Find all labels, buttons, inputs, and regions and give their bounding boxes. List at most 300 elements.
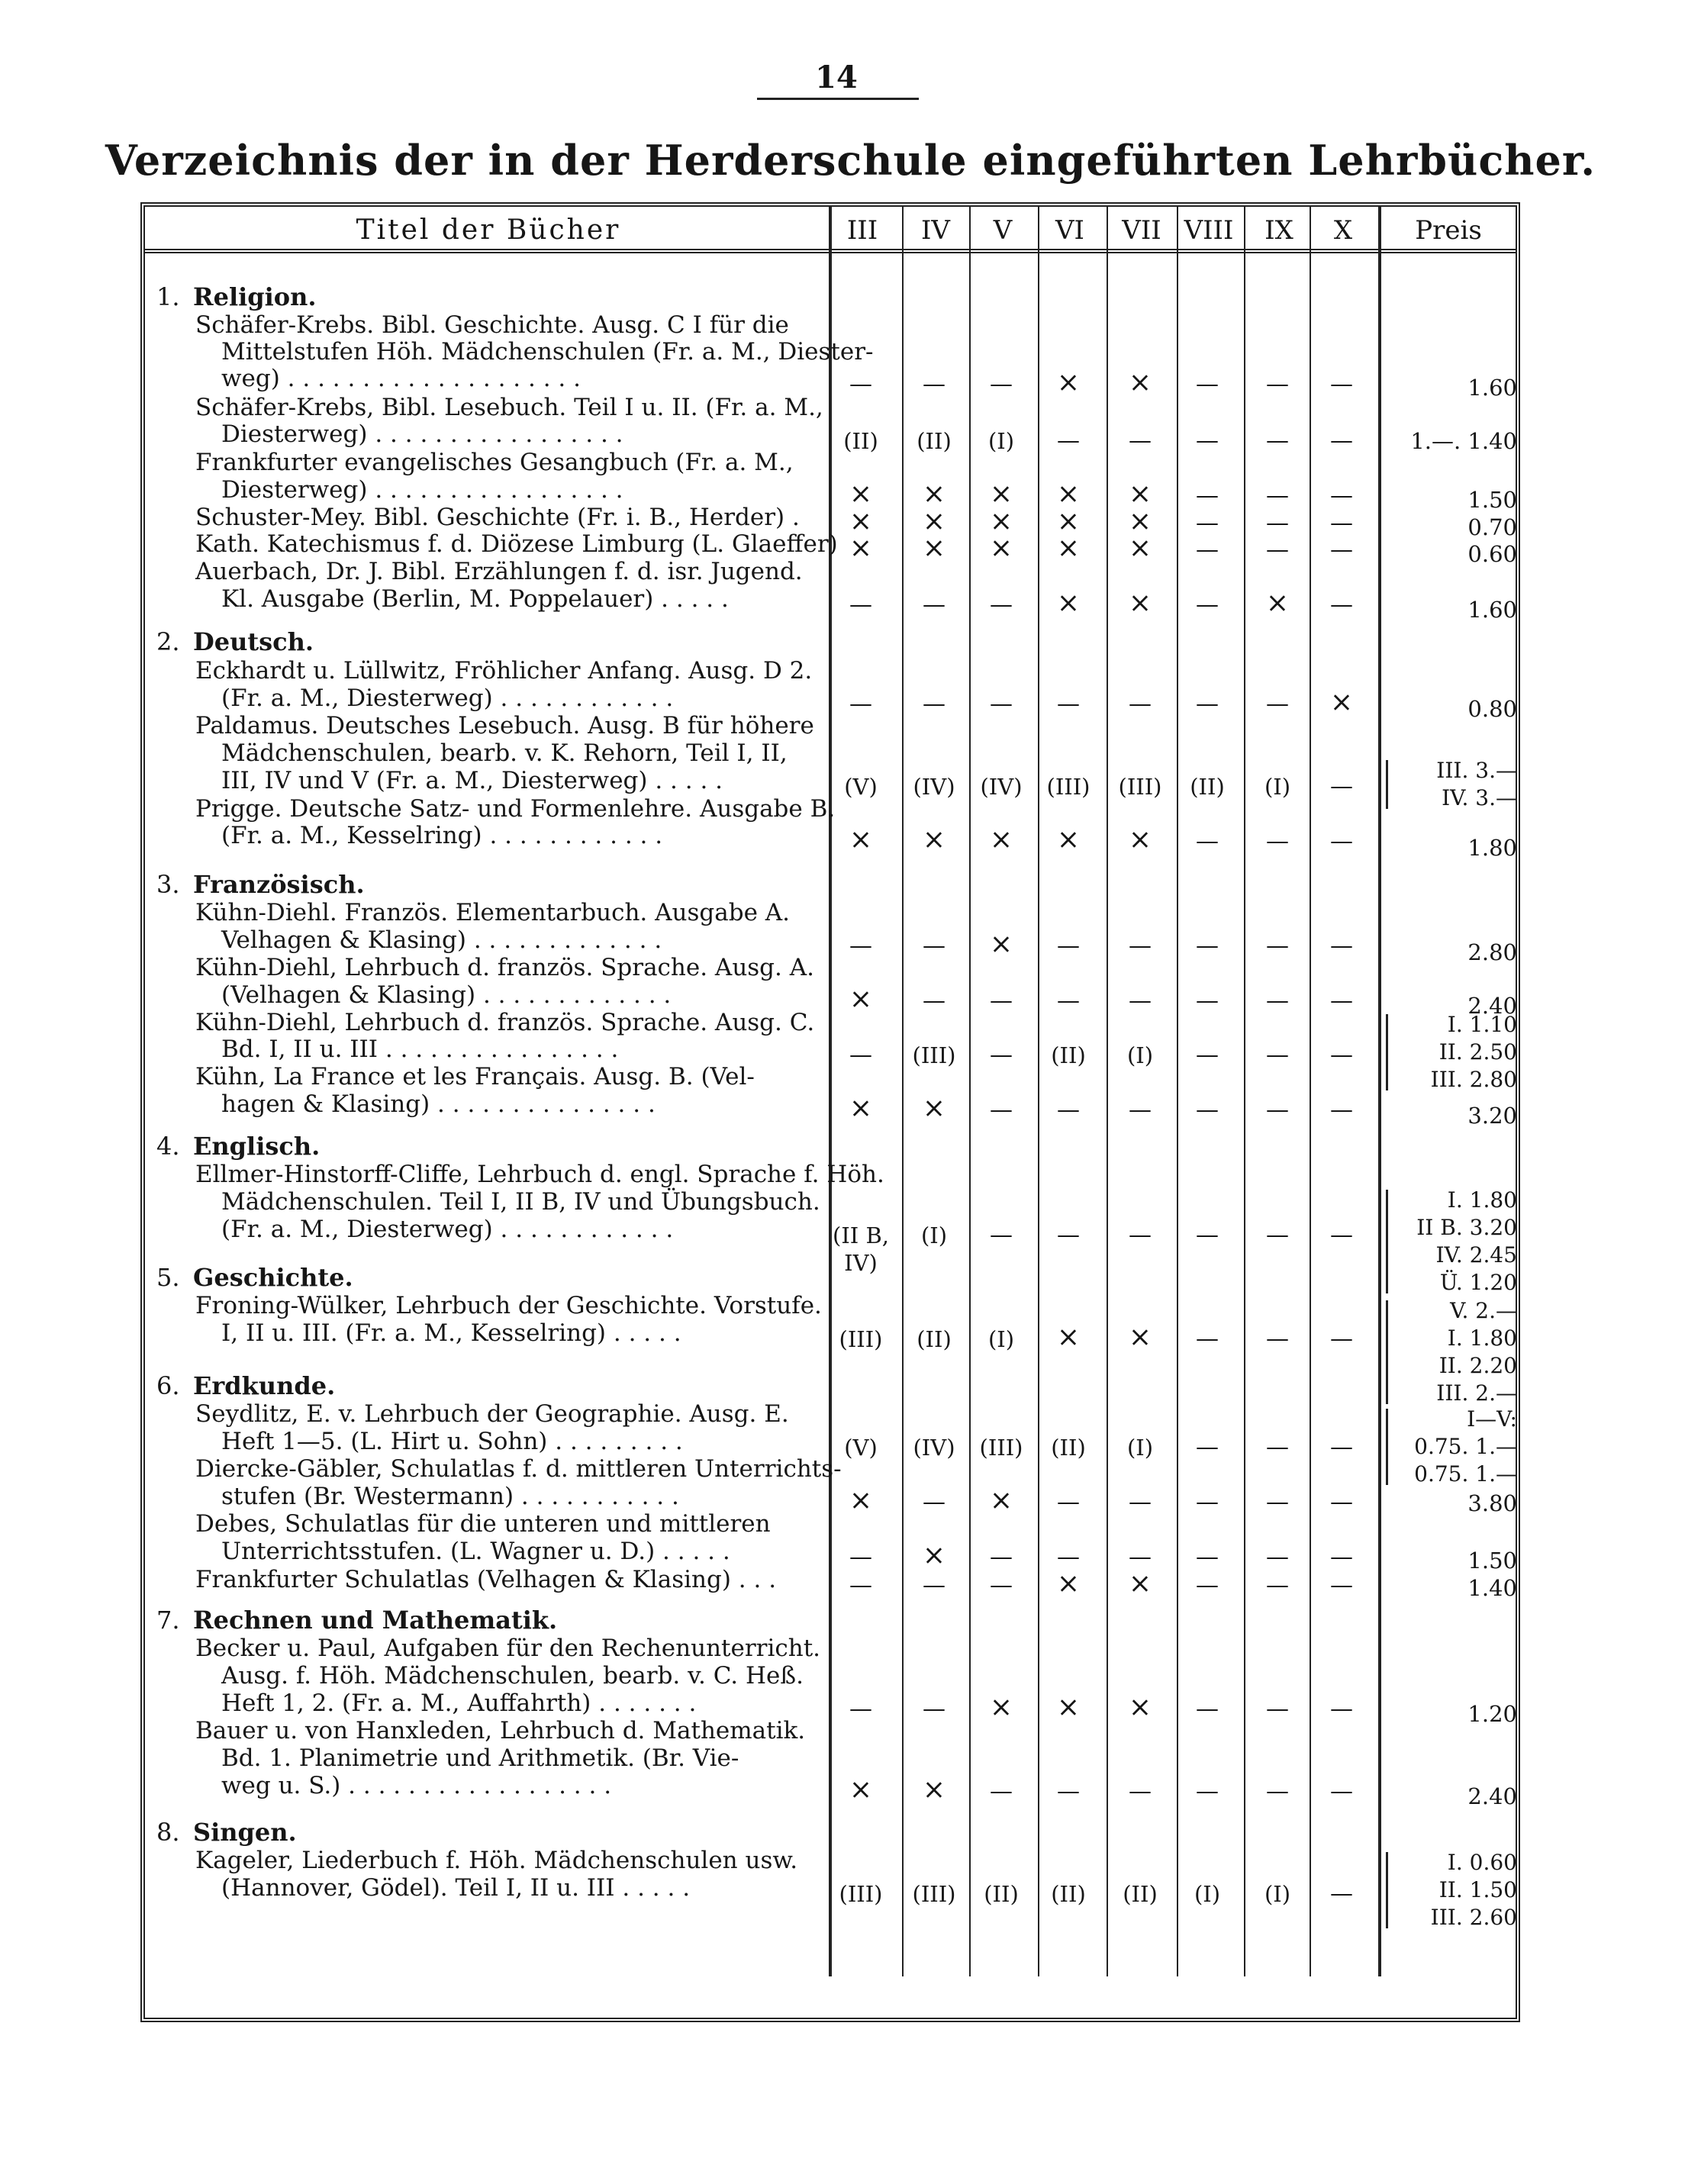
class-mark: × — [989, 929, 1013, 960]
class-mark: — — [849, 691, 872, 717]
book-title-line: I, II u. III. (Fr. a. M., Kesselring) . . . . . — [221, 1319, 681, 1347]
class-mark: (II) — [1051, 1042, 1086, 1068]
class-mark: — — [1196, 510, 1219, 536]
class-mark: — — [1330, 482, 1353, 509]
book-title-line: Kühn-Diehl, Lehrbuch d. französ. Sprache. Ausg. C. — [195, 1009, 815, 1036]
price-group-value: III. 3.— — [1436, 758, 1517, 783]
class-mark: — — [849, 371, 872, 398]
book-title-line: Heft 1—5. (L. Hirt u. Sohn) . . . . . . . . . — [221, 1428, 683, 1455]
class-mark: × — [1265, 588, 1290, 619]
price-group — [1381, 1011, 1517, 1094]
class-mark: (V) — [844, 774, 878, 800]
class-mark: — — [1330, 1097, 1353, 1123]
class-mark: — — [1330, 987, 1353, 1014]
class-mark: — — [1057, 1097, 1080, 1123]
class-mark: — — [1266, 933, 1289, 959]
class-mark: (I) — [1194, 1881, 1221, 1907]
class-mark: — — [1330, 933, 1353, 959]
class-mark: — — [1196, 1097, 1219, 1123]
class-mark: × — [1128, 367, 1152, 398]
class-mark: (I) — [987, 428, 1015, 454]
page-number-rule — [757, 98, 919, 100]
class-mark: × — [1056, 1322, 1081, 1353]
price-group-value: I. 1.80 — [1447, 1326, 1517, 1351]
class-mark: — — [1196, 482, 1219, 509]
class-mark: — — [990, 987, 1013, 1014]
class-mark: — — [1196, 1489, 1219, 1516]
book-title-line: Diesterweg) . . . . . . . . . . . . . . . . . — [221, 476, 623, 504]
class-mark: (III) — [912, 1881, 956, 1907]
book-title-line: Schuster-Mey. Bibl. Geschichte (Fr. i. B., Herder) . — [195, 504, 800, 531]
class-mark: (II) — [917, 428, 952, 454]
section-heading — [156, 1263, 353, 1292]
class-mark: — — [1266, 482, 1289, 509]
class-mark: × — [1128, 533, 1152, 564]
class-mark: (III) — [839, 1881, 883, 1907]
class-mark: × — [1056, 824, 1081, 855]
class-mark: × — [922, 478, 946, 510]
class-mark: — — [1266, 1042, 1289, 1068]
price-group-value: I. 1.80 — [1447, 1187, 1517, 1213]
class-mark: × — [849, 533, 873, 564]
section-title: Rechnen und Mathematik. — [193, 1606, 558, 1635]
class-mark: — — [1196, 427, 1219, 454]
class-mark: — — [1266, 1544, 1289, 1570]
column-header-vi: VI — [1055, 215, 1084, 246]
class-mark: — — [923, 591, 946, 618]
price-group-value: II B. 3.20 — [1416, 1215, 1517, 1240]
book-title-line: Bauer u. von Hanxleden, Lehrbuch d. Mathematik. — [195, 1717, 806, 1744]
price-group-value: IV. 2.45 — [1435, 1242, 1517, 1268]
book-title-line: Kl. Ausgabe (Berlin, M. Poppelauer) . . . . . — [221, 585, 729, 613]
book-title-line: Bd. I, II u. III . . . . . . . . . . . . . . . . — [221, 1036, 619, 1063]
class-mark: — — [849, 933, 872, 959]
class-mark: — — [990, 1222, 1013, 1248]
class-mark: (II) — [1051, 1435, 1086, 1461]
class-mark: × — [922, 506, 946, 537]
class-mark: — — [1129, 1097, 1152, 1123]
class-mark: — — [1266, 828, 1289, 855]
price-group-value: III. 2.— — [1436, 1380, 1517, 1406]
class-mark: × — [989, 1485, 1013, 1516]
class-mark: — — [1330, 371, 1353, 398]
book-title-line: Diercke-Gäbler, Schulatlas f. d. mittleren Unterrichts- — [195, 1455, 842, 1483]
class-mark: — — [1129, 933, 1152, 959]
class-mark: — — [1266, 1222, 1289, 1248]
class-mark: — — [1330, 591, 1353, 618]
class-mark: × — [1056, 533, 1081, 564]
column-header-vii: VII — [1122, 215, 1161, 246]
brace-icon — [1386, 760, 1388, 809]
price-group-value: III. 2.60 — [1430, 1905, 1517, 1930]
class-mark: — — [1330, 1042, 1353, 1068]
class-mark: — — [1330, 1880, 1353, 1907]
class-mark: × — [989, 533, 1013, 564]
class-mark: (I) — [920, 1222, 948, 1248]
class-mark: (III) — [979, 1435, 1023, 1461]
price-value: 1.20 — [1467, 1701, 1517, 1727]
section-heading — [156, 1371, 335, 1400]
column-header-price: Preis — [1415, 215, 1482, 246]
class-mark: — — [1266, 1696, 1289, 1722]
price-value: 0.60 — [1467, 541, 1517, 567]
column-header-viii: VIII — [1184, 215, 1234, 246]
book-title-line: Kageler, Liederbuch f. Höh. Mädchenschulen usw. — [195, 1847, 798, 1874]
page-heading: Verzeichnis der in der Herderschule eingeführten Lehrbücher. — [105, 136, 1596, 185]
price-value: 3.20 — [1467, 1103, 1517, 1129]
class-mark: — — [1196, 371, 1219, 398]
price-value: 1.50 — [1467, 487, 1517, 513]
section-number: 2. — [156, 627, 180, 656]
section-title: Französisch. — [193, 870, 365, 899]
column-header-x: X — [1333, 215, 1353, 246]
class-mark: — — [1057, 1778, 1080, 1805]
section-number: 5. — [156, 1263, 180, 1292]
class-mark: — — [1266, 691, 1289, 717]
book-title-line: Eckhardt u. Lüllwitz, Fröhlicher Anfang. Ausg. D 2. — [195, 657, 813, 685]
class-mark: × — [1128, 478, 1152, 510]
class-mark: — — [1330, 1572, 1353, 1599]
class-mark: — — [1196, 1696, 1219, 1722]
class-mark: — — [923, 1572, 946, 1599]
class-mark: — — [1057, 1489, 1080, 1516]
price-value: 2.80 — [1467, 939, 1517, 965]
book-title-line: Velhagen & Klasing) . . . . . . . . . . . . . — [221, 926, 662, 954]
column-header-title: Titel der Bücher — [356, 214, 621, 246]
book-title-line: Unterrichtsstufen. (L. Wagner u. D.) . . . . . — [221, 1538, 730, 1565]
class-mark: (II) — [1190, 774, 1225, 800]
price-group-value: 0.75. 1.— — [1414, 1434, 1517, 1459]
book-title-line: III, IV und V (Fr. a. M., Diesterweg) . . . . . — [221, 767, 723, 794]
class-mark: — — [1129, 1489, 1152, 1516]
book-title-line: (Velhagen & Klasing) . . . . . . . . . . . . . — [221, 981, 672, 1009]
class-mark: — — [1266, 371, 1289, 398]
page-number: 14 — [815, 60, 858, 95]
class-mark: × — [1056, 1692, 1081, 1723]
class-mark: — — [1057, 1544, 1080, 1570]
class-mark: — — [1129, 1778, 1152, 1805]
class-mark: × — [849, 1485, 873, 1516]
class-mark: (I) — [1264, 1881, 1291, 1907]
class-mark: — — [1330, 1434, 1353, 1461]
class-mark: — — [1196, 828, 1219, 855]
section-number: 3. — [156, 870, 180, 899]
class-mark: (III) — [912, 1042, 956, 1068]
class-mark: — — [1266, 1489, 1289, 1516]
class-mark: × — [1329, 687, 1354, 718]
section-heading — [156, 1818, 297, 1847]
class-mark: (II) — [984, 1881, 1019, 1907]
class-mark: — — [923, 933, 946, 959]
price-value: 0.80 — [1467, 696, 1517, 722]
section-title: Deutsch. — [193, 627, 314, 656]
price-value: 2.40 — [1467, 993, 1517, 1019]
class-mark: — — [1330, 1489, 1353, 1516]
section-heading — [156, 282, 317, 311]
book-title-line: Kühn, La France et les Français. Ausg. B. (Vel- — [195, 1063, 755, 1090]
class-mark: (II) — [917, 1326, 952, 1352]
book-title-line: Seydlitz, E. v. Lehrbuch der Geographie. Ausg. E. — [195, 1400, 789, 1428]
column-header-iii: III — [846, 215, 878, 246]
section-heading — [156, 1132, 320, 1161]
class-mark: × — [989, 1692, 1013, 1723]
class-mark: — — [1196, 1222, 1219, 1248]
class-mark: (III) — [1118, 774, 1162, 800]
class-mark: × — [1128, 824, 1152, 855]
class-mark: — — [923, 987, 946, 1014]
price-group-value: IV. 3.— — [1442, 785, 1517, 810]
section-title: Erdkunde. — [193, 1371, 336, 1400]
section-heading — [156, 1606, 557, 1635]
price-group — [1381, 757, 1517, 812]
class-mark: — — [1057, 1222, 1080, 1248]
class-mark: — — [849, 1696, 872, 1722]
class-mark: — — [923, 691, 946, 717]
book-title-line: Diesterweg) . . . . . . . . . . . . . . . . . — [221, 420, 623, 448]
price-group — [1381, 1297, 1517, 1407]
class-mark: — — [1330, 427, 1353, 454]
class-mark: — — [990, 1572, 1013, 1599]
class-mark: (II) — [843, 428, 878, 454]
class-mark: × — [1128, 1568, 1152, 1599]
class-mark: × — [1056, 506, 1081, 537]
price-group — [1381, 1406, 1517, 1488]
class-mark: — — [1196, 691, 1219, 717]
price-group-value: II. 1.50 — [1438, 1877, 1517, 1902]
class-mark: × — [849, 478, 873, 510]
class-mark: × — [849, 1093, 873, 1124]
section-number: 7. — [156, 1606, 180, 1635]
class-mark: — — [1196, 987, 1219, 1014]
class-mark: — — [990, 691, 1013, 717]
class-mark: × — [849, 1774, 873, 1806]
book-title-line: Schäfer-Krebs. Bibl. Geschichte. Ausg. C I für die — [195, 311, 789, 339]
class-mark: — — [1330, 536, 1353, 563]
class-mark: — — [923, 1489, 946, 1516]
book-title-line: (Fr. a. M., Diesterweg) . . . . . . . . . . . . — [221, 685, 674, 712]
class-mark: — — [1330, 1222, 1353, 1248]
class-mark: — — [1266, 1572, 1289, 1599]
brace-icon — [1386, 1409, 1388, 1485]
class-mark: × — [1128, 1322, 1152, 1353]
price-value: 1.60 — [1467, 375, 1517, 401]
class-mark: — — [1266, 536, 1289, 563]
section-title: Singen. — [193, 1818, 297, 1847]
book-title-line: Frankfurter evangelisches Gesangbuch (Fr. a. M., — [195, 449, 794, 476]
class-mark: × — [989, 478, 1013, 510]
class-mark: — — [1129, 987, 1152, 1014]
class-mark: — — [1057, 691, 1080, 717]
class-mark: — — [1196, 1042, 1219, 1068]
price-value: 0.70 — [1467, 514, 1517, 540]
price-group-value: I—V: — [1467, 1406, 1517, 1432]
class-mark: — — [1330, 1696, 1353, 1722]
class-mark: — — [1129, 1222, 1152, 1248]
class-mark: — — [1266, 427, 1289, 454]
section-number: 1. — [156, 282, 180, 311]
book-title-line: Kath. Katechismus f. d. Diözese Limburg (L. Glaeffer) — [195, 530, 838, 558]
class-mark: (IV) — [913, 774, 955, 800]
section-number: 4. — [156, 1132, 180, 1161]
book-title-line: Ausg. f. Höh. Mädchenschulen, bearb. v. C. Heß. — [221, 1662, 804, 1690]
price-group-value: II. 2.50 — [1438, 1039, 1517, 1065]
brace-icon — [1386, 1852, 1388, 1928]
class-mark: — — [1196, 1326, 1219, 1352]
class-mark: × — [1056, 588, 1081, 619]
class-mark: — — [849, 1544, 872, 1570]
book-title-line: Schäfer-Krebs, Bibl. Lesebuch. Teil I u. II. (Fr. a. M., — [195, 394, 823, 421]
book-title-line: Mädchenschulen, bearb. v. K. Rehorn, Teil I, II, — [221, 739, 788, 767]
section-number: 6. — [156, 1371, 180, 1400]
book-title-line: Kühn-Diehl. Französ. Elementarbuch. Ausgabe A. — [195, 899, 791, 926]
class-mark: × — [1056, 367, 1081, 398]
price-value: 1.60 — [1467, 597, 1517, 623]
class-mark: (I) — [987, 1326, 1015, 1352]
class-mark: — — [1129, 1544, 1152, 1570]
book-title-line: (Hannover, Gödel). Teil I, II u. III . . . . . — [221, 1874, 691, 1902]
class-mark: × — [1056, 478, 1081, 510]
class-mark: — — [1330, 828, 1353, 855]
class-mark: — — [849, 1572, 872, 1599]
class-mark: (II B, — [833, 1222, 889, 1248]
class-mark: — — [990, 371, 1013, 398]
class-mark: × — [922, 1093, 946, 1124]
class-mark: (III) — [1046, 774, 1091, 800]
price-group-value: II. 2.20 — [1438, 1353, 1517, 1378]
class-mark: × — [849, 984, 873, 1015]
price-group-value: V. 2.— — [1450, 1298, 1517, 1323]
class-mark: (IV) — [913, 1435, 955, 1461]
book-title-line: Paldamus. Deutsches Lesebuch. Ausg. B für höhere — [195, 712, 814, 739]
class-mark: × — [1128, 1692, 1152, 1723]
class-mark: × — [922, 824, 946, 855]
class-mark: × — [989, 506, 1013, 537]
book-title-line: Debes, Schulatlas für die unteren und mittleren — [195, 1510, 771, 1538]
price-value: 1.80 — [1467, 835, 1517, 861]
class-mark: (II) — [1123, 1881, 1158, 1907]
class-mark: — — [990, 1042, 1013, 1068]
section-title: Religion. — [193, 282, 317, 311]
class-mark-continuation: IV) — [844, 1250, 878, 1276]
book-title-line: (Fr. a. M., Kesselring) . . . . . . . . . . . . — [221, 822, 663, 849]
class-mark: — — [1330, 1544, 1353, 1570]
class-mark: — — [1330, 1778, 1353, 1805]
book-title-line: Bd. 1. Planimetrie und Arithmetik. (Br. Vie- — [221, 1744, 739, 1772]
class-mark: — — [1196, 933, 1219, 959]
section-title: Englisch. — [193, 1132, 321, 1161]
book-title-line: Kühn-Diehl, Lehrbuch d. französ. Sprache. Ausg. A. — [195, 954, 814, 981]
brace-icon — [1386, 1300, 1388, 1404]
book-title-line: Mädchenschulen. Teil I, II B, IV und Übungsbuch. — [221, 1188, 820, 1216]
class-mark: × — [849, 506, 873, 537]
class-mark: — — [1266, 1326, 1289, 1352]
class-mark: — — [1196, 536, 1219, 563]
class-mark: — — [1266, 1778, 1289, 1805]
class-mark: — — [1057, 933, 1080, 959]
class-mark: — — [1196, 1544, 1219, 1570]
class-mark: — — [990, 1778, 1013, 1805]
price-value: 1.—. 1.40 — [1410, 428, 1517, 454]
column-header-ix: IX — [1264, 215, 1293, 246]
class-mark: — — [990, 1544, 1013, 1570]
class-mark: × — [922, 1540, 946, 1571]
section-number: 8. — [156, 1818, 180, 1847]
class-mark: (V) — [844, 1435, 878, 1461]
class-mark: × — [989, 824, 1013, 855]
book-title-line: Froning-Wülker, Lehrbuch der Geschichte. Vorstufe. — [195, 1292, 822, 1319]
class-mark: × — [922, 533, 946, 564]
price-group — [1381, 1187, 1517, 1297]
class-mark: (I) — [1126, 1042, 1154, 1068]
class-mark: — — [1196, 1434, 1219, 1461]
book-title-line: weg u. S.) . . . . . . . . . . . . . . . . . . — [221, 1772, 612, 1799]
class-mark: — — [1196, 1572, 1219, 1599]
price-group-value: I. 1.10 — [1447, 1012, 1517, 1037]
brace-icon — [1386, 1014, 1388, 1090]
price-group-value: III. 2.80 — [1430, 1067, 1517, 1092]
column-header-iv: IV — [921, 215, 950, 246]
price-group-value: I. 0.60 — [1447, 1850, 1517, 1875]
book-title-line: (Fr. a. M., Diesterweg) . . . . . . . . . . . . — [221, 1216, 674, 1243]
book-title-line: Frankfurter Schulatlas (Velhagen & Klasing) . . . — [195, 1566, 777, 1593]
class-mark: — — [990, 1097, 1013, 1123]
brace-icon — [1386, 1190, 1388, 1293]
class-mark: × — [1128, 506, 1152, 537]
class-mark: (I) — [1126, 1435, 1154, 1461]
class-mark: (IV) — [980, 774, 1023, 800]
class-mark: — — [923, 371, 946, 398]
price-group-value: Ü. 1.20 — [1439, 1270, 1517, 1295]
book-title-line: hagen & Klasing) . . . . . . . . . . . . . . . — [221, 1090, 656, 1118]
class-mark: × — [922, 1774, 946, 1806]
class-mark: — — [1057, 427, 1080, 454]
price-group-value: 0.75. 1.— — [1414, 1461, 1517, 1487]
class-mark: — — [849, 591, 872, 618]
section-heading — [156, 627, 314, 656]
column-header-v: V — [993, 215, 1013, 246]
class-mark: — — [1266, 987, 1289, 1014]
class-mark: × — [1128, 588, 1152, 619]
class-mark: × — [849, 824, 873, 855]
class-mark: — — [923, 1696, 946, 1722]
class-mark: — — [1129, 427, 1152, 454]
book-title-line: Prigge. Deutsche Satz- und Formenlehre. Ausgabe B. — [195, 795, 836, 823]
book-title-line: Auerbach, Dr. J. Bibl. Erzählungen f. d. isr. Jugend. — [195, 558, 803, 585]
class-mark: — — [1266, 1434, 1289, 1461]
class-mark: (II) — [1051, 1881, 1086, 1907]
class-mark: (III) — [839, 1326, 883, 1352]
book-title-line: Becker u. Paul, Aufgaben für den Rechenunterricht. — [195, 1635, 821, 1662]
book-title-line: Mittelstufen Höh. Mädchenschulen (Fr. a. M., Diester- — [221, 338, 874, 366]
book-title-line: stufen (Br. Westermann) . . . . . . . . . . . — [221, 1483, 679, 1510]
book-title-line: weg) . . . . . . . . . . . . . . . . . . . . — [221, 365, 581, 392]
class-mark: × — [1056, 1568, 1081, 1599]
section-heading — [156, 870, 365, 899]
class-mark: (I) — [1264, 774, 1291, 800]
class-mark: — — [1266, 1097, 1289, 1123]
class-mark: — — [1196, 591, 1219, 618]
book-title-line: Ellmer-Hinstorff-Cliffe, Lehrbuch d. engl. Sprache f. Höh. — [195, 1161, 884, 1188]
class-mark: — — [990, 591, 1013, 618]
price-value: 1.40 — [1467, 1575, 1517, 1601]
class-mark: — — [1057, 987, 1080, 1014]
price-value: 2.40 — [1467, 1783, 1517, 1809]
class-mark: — — [1330, 510, 1353, 536]
class-mark: — — [1330, 1326, 1353, 1352]
class-mark: — — [849, 1042, 872, 1068]
class-mark: — — [1266, 510, 1289, 536]
price-value: 3.80 — [1467, 1490, 1517, 1516]
